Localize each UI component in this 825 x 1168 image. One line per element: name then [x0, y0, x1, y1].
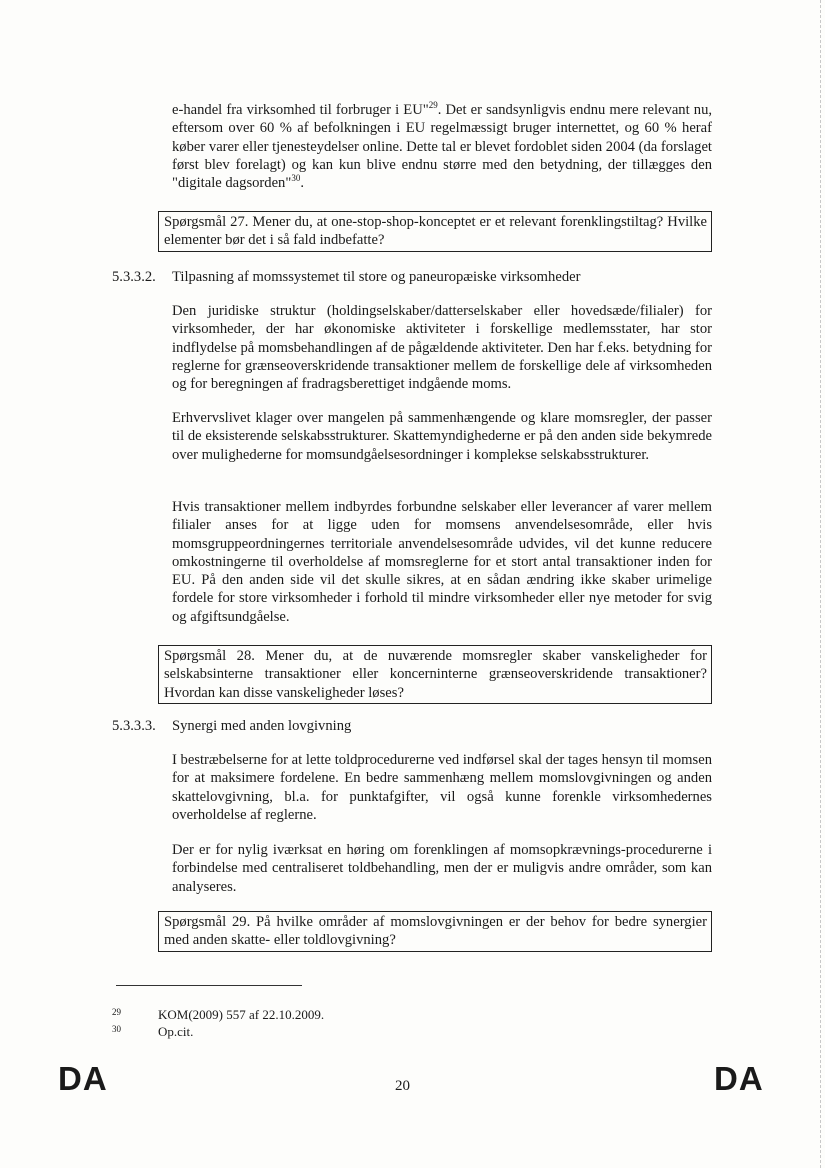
paragraph-business-complaints: Erhvervslivet klager over mangelen på sammenhængende og klare momsregler, der passer til de eksisterende selskabsstrukturer. Skattemyndighederne er på den anden side bekymrede over mulighederne for momsundgåelsesordninger i komplekse selskabsstrukturer.: [172, 410, 712, 463]
question-28-box: Spørgsmål 28. Mener du, at de nuværende momsregler skaber vanskeligheder for selskabsinterne transaktioner eller koncerninterne grænseoverskridende transaktioner? Hvordan kan disse vanskeligheder løses?: [158, 645, 712, 704]
paragraph-customs-synergy: I bestræbelserne for at lette toldprocedurerne ved indførsel skal der tages hensyn til momsen for at maksimere fordelene. En bedre sammenhæng mellem momslovgivningen og anden skattelovgivning, bl.a. for punktafgifter, vil også kunne forenkle virksomhedernes overholdelse af reglerne.: [172, 752, 712, 823]
section-heading-5-3-3-2: [112, 268, 580, 286]
section-heading-5-3-3-3: [112, 717, 351, 735]
footnote-30: [112, 1021, 193, 1040]
footnote-text: Op.cit.: [158, 1024, 194, 1039]
language-code-left: DA: [58, 1060, 108, 1097]
page-number: 20: [395, 1078, 410, 1094]
section-title: Tilpasning af momssystemet til store og paneuropæiske virksomheder: [172, 269, 581, 285]
footnote-ref-30[interactable]: 30: [291, 173, 301, 184]
question-27-box: Spørgsmål 27. Mener du, at one-stop-shop-konceptet er et relevant forenklingstiltag? Hvilke elementer bør det i så fald indbefatte?: [158, 211, 712, 252]
section-title: Synergi med anden lovgivning: [172, 718, 352, 734]
footnote-text: KOM(2009) 557 af 22.10.2009.: [158, 1007, 325, 1022]
footnote-number: 29: [112, 1007, 121, 1017]
intro-paragraph: e-handel fra virksomhed til forbruger i EU"$^{29}$. Det er sandsynligvis endnu mere relevant nu, eftersom over 60 % af befolkningen i EU regelmæssigt bruger internettet, og 60 % heraf køber varer eller tjenesteydelser online. Dette tal er blevet fordoblet siden 2004 (da forslaget først blev forelagt) og kan kun blive endnu større med den betydning, der tillægges den "digitale dagsorden"$^{30}$.: [172, 100, 713, 192]
section-number: 5.3.3.3.: [112, 718, 156, 734]
question-29-box: Spørgsmål 29. På hvilke områder af momslovgivningen er der behov for bedre synergier med anden skatte- eller toldlovgivning?: [158, 911, 712, 952]
footnote-ref-29[interactable]: 29: [428, 100, 438, 110]
paragraph-transactions: Hvis transaktioner mellem indbyrdes forbundne selskaber eller leverancer af varer mellem filialer anses for at ligge uden for momsens anvendelsesområde, eller hvis momsgruppeordningernes territoriale anvendelsesområde udvides, vil det kunne reducere omkostningerne til overholdelse af momsreglerne for et stort antal transaktioner inden for EU. På den anden side vil det skulle sikres, at en sådan ændring ikke skaber urimelige fordele for store virksomheder i forhold til mindre virksomheder eller nye metoder for svig og afgiftsundgåelse.: [172, 499, 712, 625]
language-code-right: DA: [714, 1060, 764, 1097]
scan-edge-line: [820, 0, 821, 1168]
paragraph-consultation: Der er for nylig iværksat en høring om forenklingen af momsopkrævnings-procedurerne i forbindelse med centraliseret toldbehandling, men der er muligvis andre områder, som kan analyseres.: [172, 842, 712, 895]
section-number: 5.3.3.2.: [112, 269, 156, 285]
paragraph-legal-structure: Den juridiske struktur (holdingselskaber/datterselskaber eller hovedsæde/filialer) for virksomheder, der har økonomiske aktiviteter i forskellige medlemsstater, har stor indflydelse på momsbehandlingen af de pågældende aktiviteter. Den har f.eks. betydning for reglerne for grænseoverskridende transaktioner mellem de forskellige dele af virksomheden og for beregningen af fradragsberettiget indgående moms.: [172, 303, 712, 393]
footnote-number: 30: [112, 1024, 121, 1034]
footnote-separator: [116, 985, 302, 986]
